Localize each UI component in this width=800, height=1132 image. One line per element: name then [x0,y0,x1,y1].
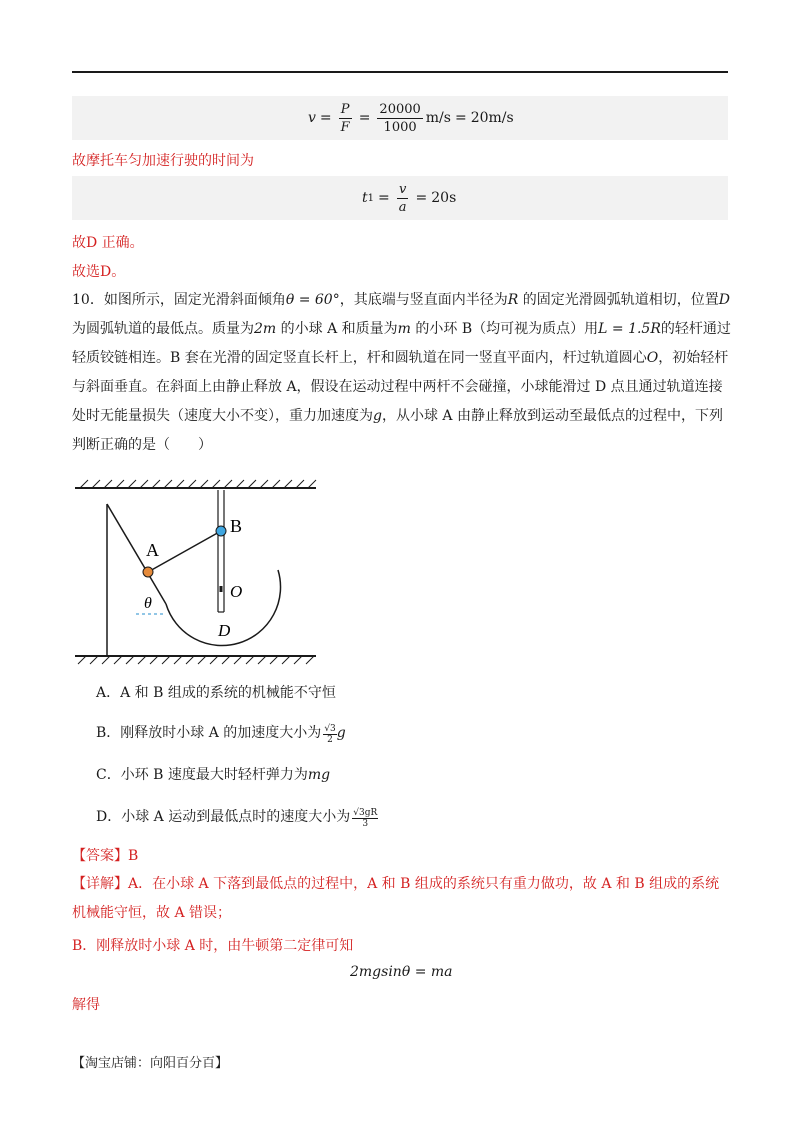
formula-t-sub: 1 [367,192,375,204]
formula-newton: 2mgsinθ = ma [350,964,453,980]
option-d-den: 3 [362,819,369,829]
answer-tag: 【答案】B [72,848,139,864]
label-theta: θ [144,595,152,612]
label-o: O [230,582,243,601]
text-solve: 解得 [72,997,100,1013]
frac-v: v [398,181,407,197]
frac-1000: 1000 [383,119,417,135]
option-d: D．小球 A 运动到最低点时的速度大小为 $\frac{√3gR}{3}$ [96,808,378,829]
formula-box-velocity: v = $\frac{P}{F}$ = $\frac{20000}{1000}$ m/s = 20m/s [72,96,728,140]
text-choose-d: 故选D。 [72,264,126,280]
question-10: 10．如图所示，固定光滑斜面倾角θ = 60°，其底端与竖直面内半径为R 的固定光滑圆弧轨道相切，位置D为圆弧轨道的最低点。质量为2m 的小球 A 和质量为m 的小环 B（均可视为质点）用L = 1.5R的轻杆通过轻质铰链相连。B 套在光滑的固定竖直长杆上，杆和圆轨道在同一竖直平面内，杆过轨道圆心O，初始轻杆与斜面垂直。在斜面上由静止释放 A，假设在运动过程中两杆不会碰撞，小球能滑过 D 点且通过轨道连接处时无能量损失（速度大小不变），重力加速度为g，从小球 A 由静止释放到运动至最低点的过程中，下列判断正确的是（ ） [72,292,731,453]
physics-figure [70,476,320,666]
option-b: B．刚释放时小球 A 的加速度大小为 $\frac{√3}{2}$ g [96,724,346,745]
frac-p: P [340,101,350,117]
detail-a: 【详解】A．在小球 A 下落到最低点的过程中，A 和 B 组成的系统只有重力做功，故 A 和 B 组成的系统机械能守恒，故 A 错误； [72,876,720,921]
formula-box-time: t 1 = $\frac{v}{a}$ = 20s [72,176,728,220]
text-time-intro: 故摩托车匀加速行驶的时间为 [72,153,254,169]
option-a: A．A 和 B 组成的系统的机械能不守恒 [96,685,336,701]
angle-expr: θ = 60° [285,292,340,308]
option-b-num: √3 [324,724,336,734]
option-b-den: 2 [327,735,333,745]
ball-a [143,567,153,577]
label-b: B [230,516,243,536]
option-c: C．小环 B 速度最大时轻杆弹力为mg [96,767,331,783]
formula-v: v [308,110,316,126]
header-rule [72,71,728,73]
text-d-correct: 故D 正确。 [72,235,144,251]
formula-t: t [362,190,368,206]
frac-a: a [398,199,407,215]
label-a: A [146,540,159,560]
rod-length: L = 1.5R [598,321,661,337]
option-c-value: mg [307,767,331,783]
time-result: 20s [431,190,457,206]
frac-20000: 20000 [379,101,421,117]
velocity-result: 20m/s [470,110,514,126]
frac-f: F [340,119,350,135]
detail-b: B．刚释放时小球 A 时，由牛顿第二定律可知 [72,938,354,954]
ring-b [216,526,226,536]
option-d-num: √3gR [353,808,378,818]
unit-ms: m/s [425,110,451,126]
label-d: D [218,621,231,640]
footer-shop: 【淘宝店铺：向阳百分百】 [72,1056,229,1071]
